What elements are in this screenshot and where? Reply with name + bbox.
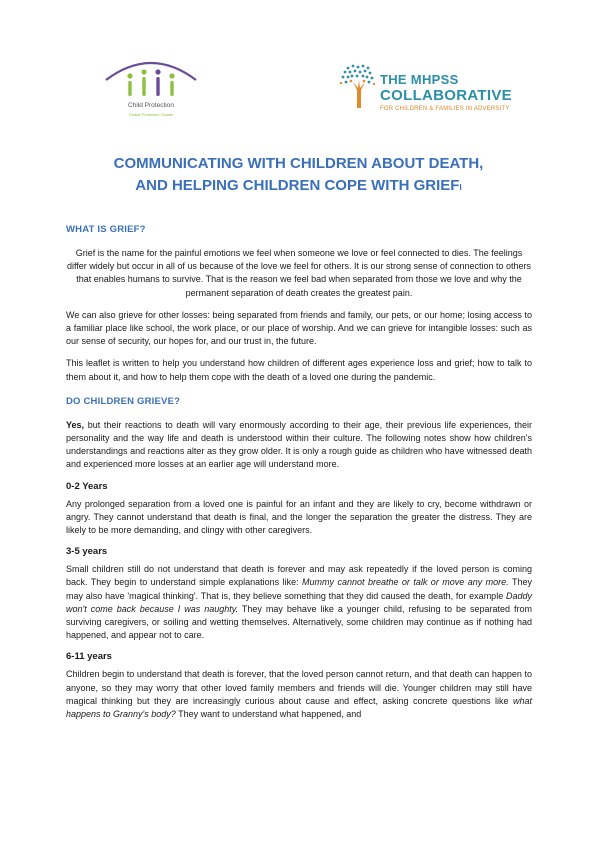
mhpss-title-line2: COLLABORATIVE bbox=[380, 87, 512, 104]
mhpss-title-line1: THE MHPSS bbox=[380, 72, 459, 87]
paragraph: Grief is the name for the painful emotions we feel when someone we love or feel connected to dies. The feelings differ widely but occur in all of us because of the love we feel for others. It is our strong sense of connection to others that enables humans to survive. That is the reason we feel bad when separated from those we love and why the permanent separation of death creates the greatest pain. bbox=[66, 248, 532, 298]
paragraph: This leaflet is written to help you understand how children of different ages experience loss and grief; how to talk to them about it, and how to help them cope with the death of a loved one during the pandemic. bbox=[66, 358, 532, 382]
text-span: They may also have 'magical thinking'. That is, they believe something that they did caused the death, for example bbox=[66, 577, 532, 601]
paragraph: We can also grieve for other losses: being separated from friends and family, our pets, or our home; losing access to a familiar place like school, the work place, or our place of worship. And we can grieve for intangible losses: such as our sense of security, our hopes for, and our trust in, the future. bbox=[66, 309, 532, 347]
text-span: They may behave like a younger child, refusing to be separated from surviving caregivers, or soiling and wetting themselves. Alternatively, some children may continue as if nothing had happened, and appear not to care. bbox=[66, 603, 532, 641]
mhpss-collaborative-logo bbox=[338, 62, 538, 122]
paragraph bbox=[66, 563, 532, 642]
heading-age-0-2: 0-2 Years bbox=[66, 480, 108, 492]
text-span: Small children still do not understand that death is forever and may ask repeatedly if the loved person is coming back. They begin to understand simple explanations like: bbox=[66, 564, 532, 588]
tree-icon bbox=[338, 62, 380, 114]
heading-what-is-grief: WHAT IS GRIEF? bbox=[66, 224, 146, 235]
heading-do-children-grieve: DO CHILDREN GRIEVE? bbox=[66, 395, 181, 407]
paragraph-text: but their reactions to death will vary enormously according to their age, their previous life experiences, their personality and the way life and death is understood within their culture. The following notes show how children's understandings and reactions alter as they grow older. It is only a rough guide as children who have witnessed death and experienced more losses at an earlier age will understand more. bbox=[66, 419, 532, 470]
paragraph bbox=[66, 668, 532, 721]
mhpss-tagline: FOR CHILDREN & FAMILIES IN ADVERSITY bbox=[380, 106, 510, 112]
title-line-2-text: AND HELPING CHILDREN COPE WITH GRIEF bbox=[135, 177, 460, 194]
paragraph bbox=[66, 419, 532, 472]
italic-example: what happens to Granny's body? bbox=[66, 695, 532, 720]
heading-age-3-5: 3-5 years bbox=[66, 546, 108, 558]
italic-example: Daddy won't come back because I was naughty. bbox=[66, 590, 532, 614]
child-protection-name: Child Protection bbox=[128, 102, 174, 109]
italic-example: Mummy cannot breathe or talk or move any more. bbox=[302, 577, 509, 588]
title-line-1: COMMUNICATING WITH CHILDREN ABOUT DEATH, bbox=[113, 155, 484, 172]
text-span: Children begin to understand that death is forever, that the loved person cannot return, and that death can happen to anyone, so they may worry that other loved family members and friends will die. Younger children may still have magical thinking but they are increasingly curious about cause and effect, asking concrete questions like bbox=[66, 669, 532, 706]
document-title bbox=[40, 153, 557, 199]
title-footnote-mark: I bbox=[459, 183, 462, 192]
lead-word: Yes, bbox=[66, 419, 85, 430]
document-body bbox=[66, 224, 532, 730]
child-protection-tagline: Global Protection Cluster bbox=[128, 112, 174, 117]
child-protection-logo bbox=[96, 50, 206, 130]
title-line-2 bbox=[40, 175, 557, 199]
heading-age-6-11: 6-11 years bbox=[66, 651, 112, 663]
paragraph: Any prolonged separation from a loved one is painful for an infant and they are likely to cry, become withdrawn or angry. They cannot understand that death is final, and the longer the separation the greater the distress. They are likely to be more demanding, and clingy with other caregivers. bbox=[66, 498, 532, 536]
child-protection-figures-icon bbox=[96, 50, 206, 102]
text-span: They want to understand what happened, and bbox=[175, 709, 362, 720]
